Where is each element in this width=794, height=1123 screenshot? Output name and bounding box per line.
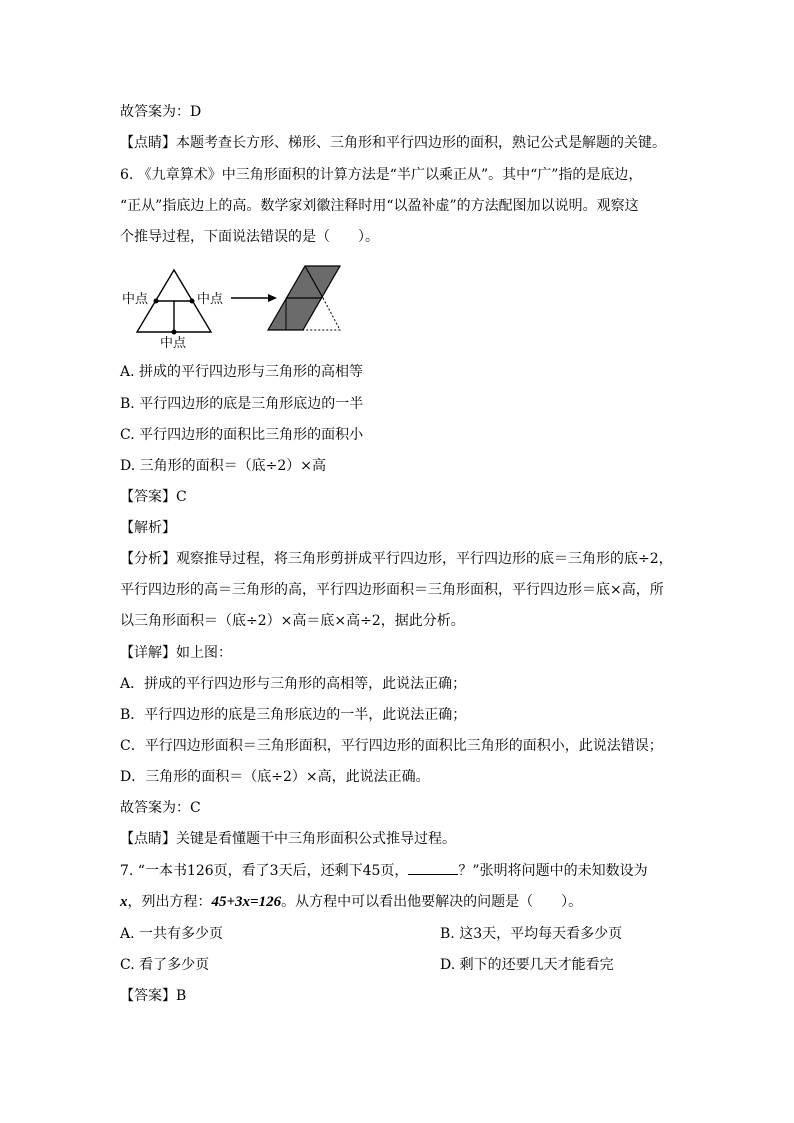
midpoint-dot-left — [154, 299, 159, 304]
midpoint-label-left: 中点 — [122, 292, 149, 307]
q6-detail-b: B．平行四边形的底是三角形底边的一半，此说法正确； — [120, 707, 467, 723]
q7-option-row-1 — [120, 924, 223, 944]
q6-detail-heading: 【详解】如上图： — [120, 645, 232, 661]
midpoint-label-bottom: 中点 — [160, 336, 187, 350]
q7-stem-part-d: 。从方程中可以看出他要解决的问题是（ ）。 — [281, 894, 583, 910]
prev-tip-line: 【点睛】本题考查长方形、梯形、三角形和平行四边形的面积，熟记公式是解题的关键。 — [120, 135, 666, 151]
q6-stem-line-1: 6. 《九章算术》中三角形面积的计算方法是“半广以乘正从”。其中“广”指的是底边， — [120, 167, 643, 183]
q7-answer-blank — [408, 862, 458, 875]
q7-stem-part-a: 7. “一本书126页，看了3天后，还剩下45页， — [120, 863, 409, 879]
q6-option-d: D. 三角形的面积＝（底÷2）×高 — [120, 458, 326, 474]
midpoint-dot-bottom — [172, 330, 177, 335]
transform-arrow-head — [268, 294, 277, 302]
q6-option-b: B. 平行四边形的底是三角形底边的一半 — [120, 396, 364, 412]
q7-answer: 【答案】B — [120, 988, 187, 1004]
q6-figure — [118, 258, 348, 350]
q6-stem-line-2: “正从”指底边上的高。数学家刘徽注释时用“以盈补虚”的方法配图加以说明。观察这 — [120, 198, 639, 214]
q6-answer-line: 故答案为：C — [120, 800, 201, 816]
q7-variable: x — [120, 894, 128, 910]
q6-tip-line: 【点睛】关键是看懂题干中三角形面积公式推导过程。 — [120, 831, 456, 847]
q6-stem-line-3: 个推导过程，下面说法错误的是（ ）。 — [120, 229, 379, 245]
q7-stem-part-b: ？”张明将问题中的未知数设为 — [458, 863, 648, 879]
q6-answer: 【答案】C — [120, 489, 187, 505]
q7-option-d: D. 剩下的还要几天才能看完 — [440, 957, 614, 973]
q7-equation: 45+3x=126 — [211, 894, 282, 910]
midpoint-dot-right — [190, 299, 195, 304]
q7-stem-line-2 — [120, 892, 582, 912]
q6-option-a: A. 拼成的平行四边形与三角形的高相等 — [120, 364, 364, 380]
q7-stem-line-1 — [120, 861, 648, 881]
q7-stem-part-c: ，列出方程： — [127, 894, 212, 910]
q6-detail-d: D．三角形的面积＝（底÷2）×高，此说法正确。 — [120, 769, 430, 785]
q6-analysis-line-2: 平行四边形的高＝三角形的高，平行四边形面积＝三角形面积，平行四边形＝底×高，所 — [120, 582, 664, 598]
q6-detail-a: A．拼成的平行四边形与三角形的高相等，此说法正确； — [120, 676, 467, 692]
prev-answer-line: 故答案为：D — [120, 104, 202, 120]
q7-option-a: A. 一共有多少页 — [120, 926, 224, 942]
q6-analysis-heading: 【解析】 — [120, 520, 176, 536]
q7-option-c: C. 看了多少页 — [120, 957, 210, 973]
q6-analysis-line-1: 【分析】观察推导过程，将三角形剪拼成平行四边形，平行四边形的底＝三角形的底÷2， — [120, 551, 673, 567]
q7-option-b: B. 这3天，平均每天看多少页 — [440, 926, 623, 942]
q6-detail-c: C．平行四边形面积＝三角形面积，平行四边形的面积比三角形的面积小，此说法错误； — [120, 738, 663, 754]
midpoint-label-right: 中点 — [197, 292, 224, 307]
q6-analysis-line-3: 以三角形面积＝（底÷2）×高＝底×高÷2，据此分析。 — [120, 613, 465, 629]
q6-option-c: C. 平行四边形的面积比三角形的面积小 — [120, 427, 364, 443]
